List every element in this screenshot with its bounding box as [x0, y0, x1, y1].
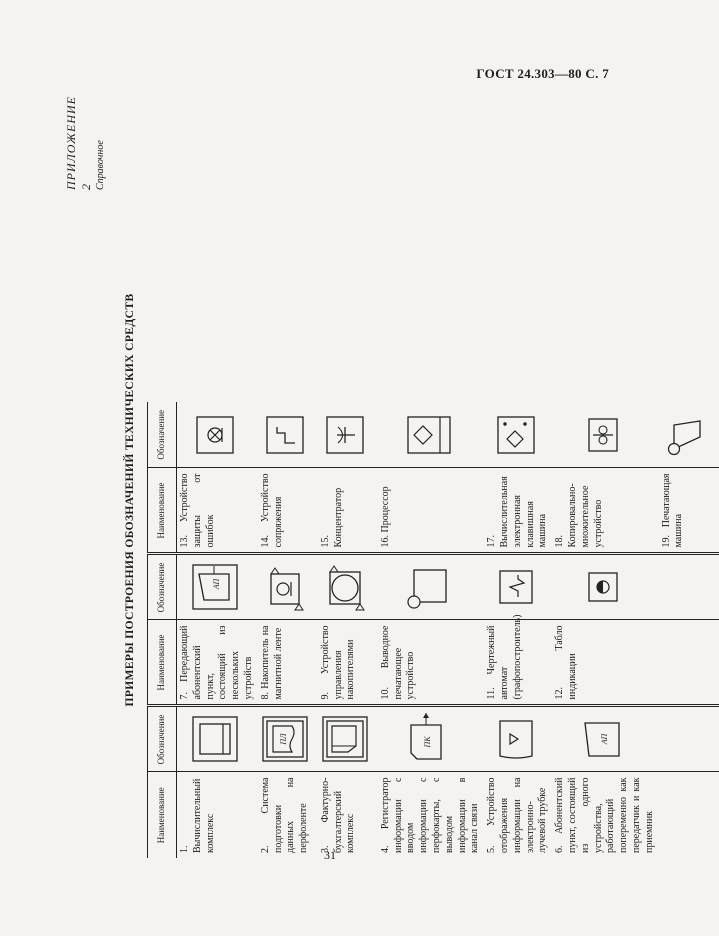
- item-name-9: 9. Устройство управления накопителями: [318, 620, 378, 706]
- invoice-accounting-icon: [322, 717, 368, 763]
- table-row: [659, 98, 719, 858]
- item-name-8: 8. Накопитель на магнитной ленте: [258, 620, 318, 706]
- item-symbol-16: [378, 402, 484, 468]
- item-symbol-9: [318, 554, 378, 620]
- svg-text:ПЛ: ПЛ: [279, 733, 289, 746]
- column-header-name: Наименование: [148, 620, 177, 706]
- storage-control-icon: [325, 565, 365, 611]
- item-symbol-12: [552, 554, 658, 620]
- page-title: ПРИМЕРЫ ПОСТРОЕНИЯ ОБОЗНАЧЕНИЙ ТЕХНИЧЕСКИХ СРЕДСТВ: [124, 293, 136, 707]
- item-symbol-17: [484, 402, 552, 468]
- item-symbol-10: [378, 554, 484, 620]
- table-row: [177, 98, 258, 858]
- empty-cell: [659, 706, 719, 772]
- table-header-row: [148, 98, 177, 858]
- terminal-station-icon: [583, 718, 623, 762]
- item-symbol-3: [318, 706, 378, 772]
- empty-cell: [659, 620, 719, 706]
- item-symbol-15: [318, 402, 378, 468]
- svg-text:АП: АП: [599, 734, 609, 745]
- table-row: [318, 98, 378, 858]
- item-name-12: 12. Табло индикации: [552, 620, 658, 706]
- item-name-16: 16. Процессор: [378, 468, 484, 554]
- item-name-18: 18. Копировально-множительное устройство: [552, 468, 658, 554]
- column-header-symbol: Обозначение: [148, 554, 177, 620]
- interface-unit-icon: [265, 415, 305, 455]
- printing-machine-icon: [666, 413, 706, 457]
- appendix-block: [64, 96, 106, 190]
- item-name-4: 4. Регистратор информации с вводом информации с перфокарты, с выводом информации в канал связи: [379, 777, 481, 853]
- svg-text:АП: АП: [211, 579, 221, 590]
- item-name-13: 13. Устройство защиты от ошибок: [177, 468, 258, 554]
- item-name-7: 7. Передающий абонентский пункт, состоящий из нескольких устройств: [177, 620, 258, 706]
- table-row: [552, 98, 658, 858]
- item-name-3: 3. Фактурно-бухгалтерский комплекс: [319, 777, 357, 853]
- crt-display-icon: [496, 718, 536, 762]
- item-symbol-1: [177, 706, 258, 772]
- concentrator-icon: [325, 415, 365, 455]
- document-code: ГОСТ 24.303—80 С. 7: [476, 66, 609, 81]
- punched-card-recorder-icon: [409, 714, 449, 766]
- item-name-2: 2. Система подготовки данных на перфоленте: [259, 777, 310, 853]
- column-header-symbol: Обозначение: [148, 706, 177, 772]
- item-name-19: 19. Печатающая машина: [659, 468, 719, 554]
- item-symbol-8: [258, 554, 318, 620]
- symbols-table: [147, 98, 719, 859]
- processor-icon: [406, 415, 452, 455]
- table-row: [484, 98, 552, 858]
- item-symbol-14: [258, 402, 318, 468]
- item-name-6: 6. Абонентский пункт, состоящий из одного устройства, работающий попеременно как передатчик и как приемник: [554, 777, 655, 853]
- column-header-symbol: Обозначение: [148, 402, 177, 468]
- item-symbol-11: [484, 554, 552, 620]
- item-name-17: 17. Вычислительная электронная клавишная машина: [484, 468, 552, 554]
- punched-tape-prep-icon: [262, 717, 308, 763]
- item-symbol-2: [258, 706, 318, 772]
- item-symbol-4: [378, 706, 484, 772]
- empty-cell: [659, 554, 719, 620]
- item-name-14: 14. Устройство сопряжения: [258, 468, 318, 554]
- column-header-name: Наименование: [148, 468, 177, 554]
- copier-icon: [583, 415, 623, 455]
- item-name-1: 1. Вычислительный комплекс: [179, 778, 216, 853]
- empty-cell: [659, 772, 719, 858]
- table-row: [258, 98, 318, 858]
- item-symbol-5: [484, 706, 552, 772]
- plotter-icon: [496, 568, 536, 608]
- appendix-subtitle: Справочное: [95, 140, 106, 190]
- item-symbol-7: [177, 554, 258, 620]
- table-row: [378, 98, 484, 858]
- item-symbol-18: [552, 402, 658, 468]
- magnetic-tape-drive-icon: [265, 565, 305, 611]
- indicator-panel-icon: [583, 568, 623, 608]
- transmitting-terminal-icon: [192, 565, 238, 611]
- output-printer-icon: [406, 565, 452, 611]
- error-protection-icon: [195, 415, 235, 455]
- appendix-title: ПРИЛОЖЕНИЕ 2: [64, 96, 93, 190]
- rotated-page-content: [36, 96, 685, 890]
- item-name-5: 5. Устройство отображения информации на электронно-лучевой трубке: [486, 777, 549, 853]
- computing-complex-icon: [192, 717, 238, 763]
- item-symbol-6: [552, 706, 658, 772]
- item-name-10: 10. Выводное печатающее устройство: [378, 620, 484, 706]
- keyboard-computer-icon: [496, 415, 536, 455]
- svg-text:ПК: ПК: [422, 736, 432, 749]
- column-header-name: Наименование: [148, 772, 177, 858]
- item-symbol-13: [177, 402, 258, 468]
- page-number: 31: [324, 848, 336, 862]
- item-name-11: 11. Чертежный автомат (графопостроитель): [484, 620, 552, 706]
- item-symbol-19: [659, 402, 719, 468]
- item-name-15: 15. Концентратор: [318, 468, 378, 554]
